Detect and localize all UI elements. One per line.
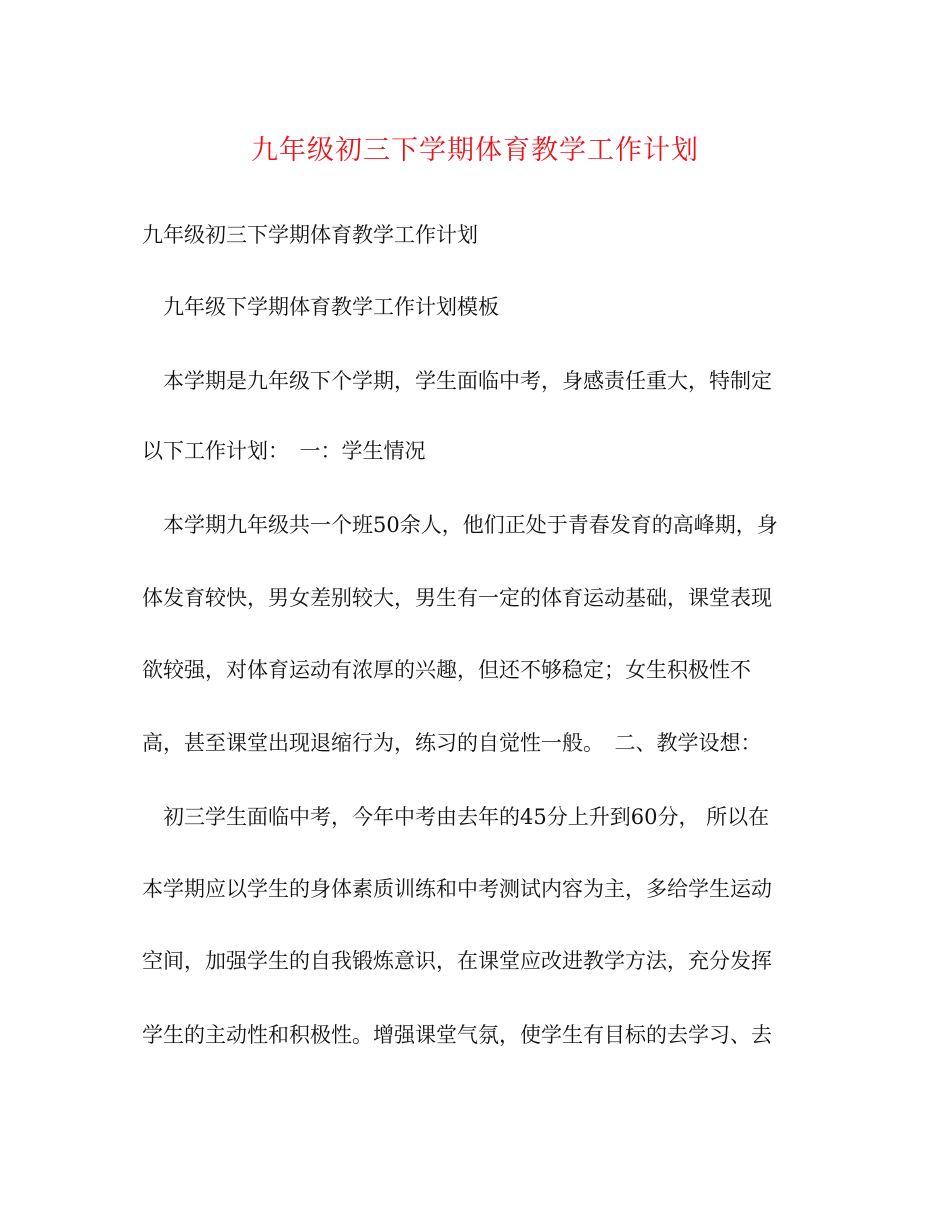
body-line: 体发育较快，男女差别较大，男生有一定的体育运动基础，课堂表现 [142, 586, 772, 610]
body-line: 以下工作计划： 一：学生情况 [142, 439, 426, 463]
body-line: 欲较强，对体育运动有浓厚的兴趣，但还不够稳定；女生积极性不 [142, 658, 751, 682]
body-line: 空间，加强学生的自我锻炼意识，在课堂应改进教学方法，充分发挥 [142, 949, 772, 973]
body-line: 初三学生面临中考，今年中考由去年的45分上升到60分， 所以在 [142, 805, 770, 829]
body-line: 高，甚至课堂出现退缩行为，练习的自觉性一般。 二、教学设想： [142, 731, 762, 755]
document-title: 九年级初三下学期体育教学工作计划 [251, 135, 699, 166]
body-line: 本学期九年级共一个班50余人，他们正处于青春发育的高峰期，身 [142, 513, 778, 537]
body-line: 学生的主动性和积极性。增强课堂气氛，使学生有目标的去学习、去 [142, 1023, 772, 1047]
body-line: 九年级下学期体育教学工作计划模板 [142, 295, 499, 319]
body-line: 本学期应以学生的身体素质训练和中考测试内容为主，多给学生运动 [142, 877, 772, 901]
body-line: 本学期是九年级下个学期，学生面临中考，身感责任重大，特制定 [142, 369, 772, 393]
body-line: 九年级初三下学期体育教学工作计划 [142, 223, 478, 247]
